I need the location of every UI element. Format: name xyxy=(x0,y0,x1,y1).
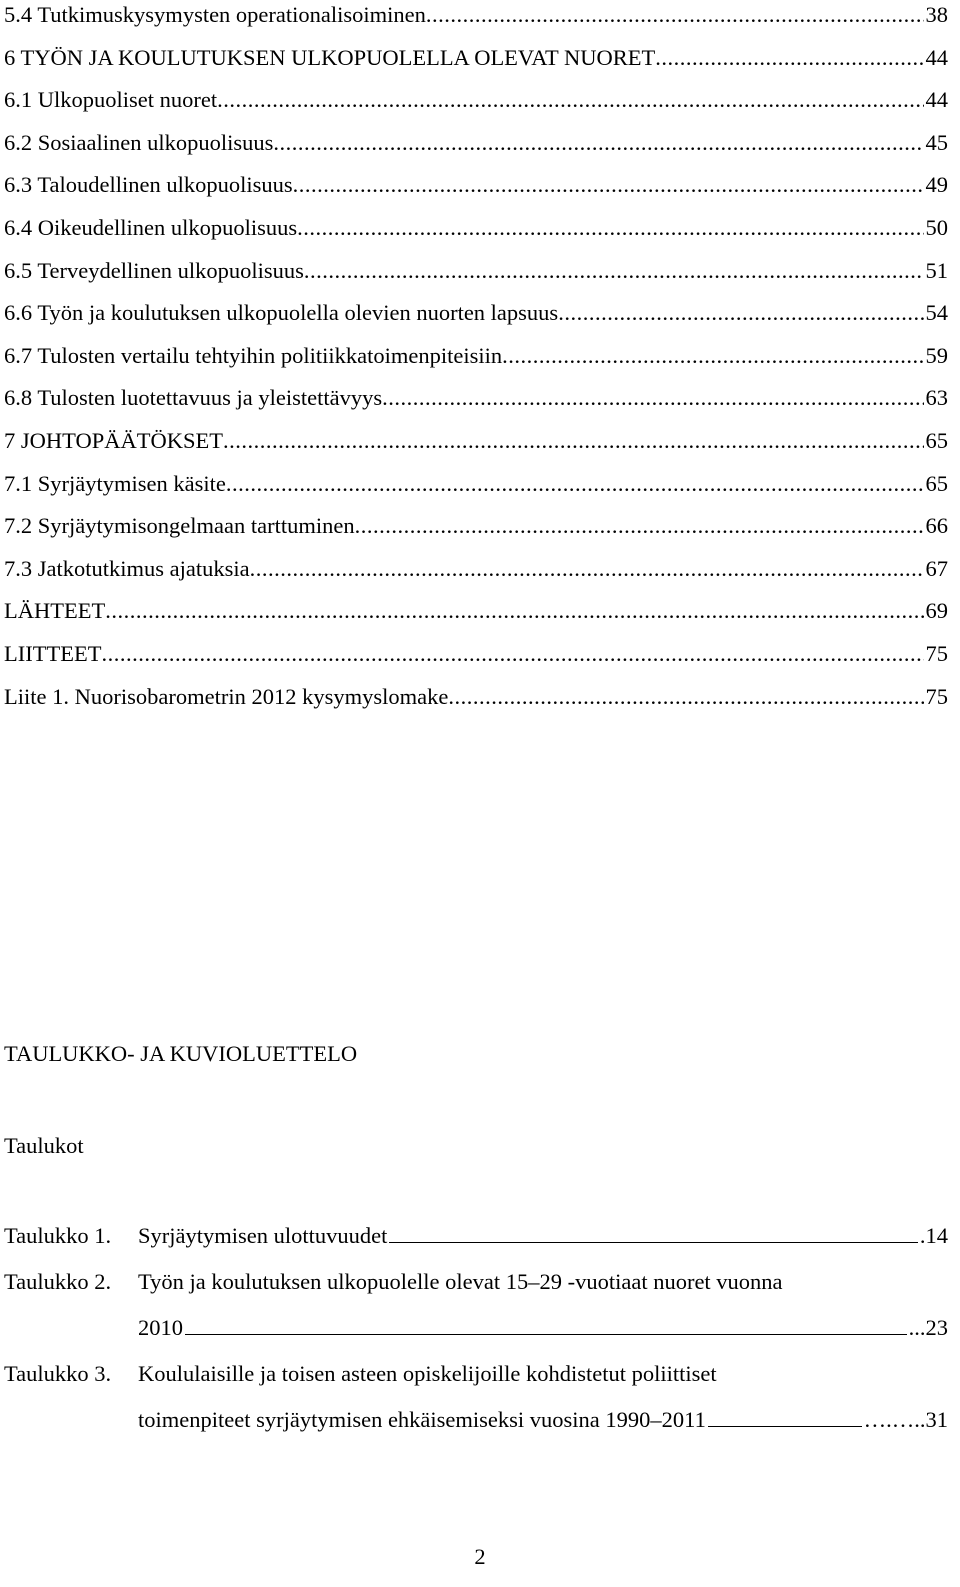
toc-entry-page: 65 xyxy=(925,470,948,496)
table-list-entry[interactable] xyxy=(4,1359,948,1451)
toc-dot-leader xyxy=(226,469,924,499)
table-entry-leader-dots: ….….. xyxy=(863,1407,926,1432)
toc-entry[interactable] xyxy=(4,341,948,371)
toc-entry-title: 6.8 Tulosten luotettavuus ja yleistettävyys xyxy=(4,385,383,411)
toc-entry-page: 75 xyxy=(925,641,948,666)
toc-entry-title: 7.2 Syrjäytymisongelmaan tarttuminen xyxy=(4,513,355,539)
toc-entry-title: 6.6 Työn ja koulutuksen ulkopuolella olevien nuorten lapsuus xyxy=(4,300,559,326)
toc-entry[interactable] xyxy=(4,298,948,328)
table-entry-leader-dots: . xyxy=(919,1223,926,1248)
toc-entry[interactable] xyxy=(4,469,948,499)
table-list-entry[interactable] xyxy=(4,1221,948,1267)
toc-dot-leader xyxy=(426,0,924,30)
table-entry-leader xyxy=(389,1242,918,1243)
toc-dot-leader xyxy=(304,256,924,286)
toc-entry-title: 5.4 Tutkimuskysymysten operationalisoiminen xyxy=(4,2,426,27)
toc-entry[interactable] xyxy=(4,383,948,413)
table-entry-title: Syrjäytymisen ulottuvuudet xyxy=(138,1223,388,1248)
toc-dot-leader xyxy=(101,639,923,669)
table-entry-line xyxy=(138,1405,948,1435)
toc-entry-title: 6.5 Terveydellinen ulkopuolisuus xyxy=(4,257,304,283)
toc-entry-page: 67 xyxy=(925,555,948,581)
toc-entry[interactable] xyxy=(4,426,948,456)
toc-entry-page: 51 xyxy=(925,257,948,283)
toc-entry[interactable] xyxy=(4,213,948,243)
toc-dot-leader xyxy=(273,128,923,158)
toc-dot-leader xyxy=(297,213,923,243)
toc-entry-page: 50 xyxy=(925,215,948,240)
table-entry-leader xyxy=(708,1426,862,1427)
table-entry-page: 31 xyxy=(925,1407,948,1432)
toc-entry-page: 63 xyxy=(925,385,948,411)
table-entry-page: 14 xyxy=(925,1223,948,1248)
toc-entry[interactable] xyxy=(4,0,948,30)
table-entry-label: Taulukko 2. xyxy=(4,1269,112,1294)
toc-dot-leader xyxy=(293,170,924,200)
toc-entry-page: 75 xyxy=(925,683,948,709)
toc-entry-page: 45 xyxy=(925,129,948,155)
toc-entry[interactable] xyxy=(4,43,948,73)
toc-entry[interactable] xyxy=(4,682,948,712)
toc-dot-leader xyxy=(382,383,923,413)
toc-entry-title: 7 JOHTOPÄÄTÖKSET xyxy=(4,428,223,453)
toc-entry-page: 44 xyxy=(925,87,948,113)
toc-entry-title: 6 TYÖN JA KOULUTUKSEN ULKOPUOLELLA OLEVAT NUORET xyxy=(4,44,656,70)
toc-entry-title: LÄHTEET xyxy=(4,598,106,624)
toc-entry-title: 6.1 Ulkopuoliset nuoret xyxy=(4,87,218,113)
table-entry-label: Taulukko 1. xyxy=(4,1223,112,1248)
table-entry-line xyxy=(138,1359,948,1389)
toc-entry[interactable] xyxy=(4,85,948,115)
table-entry-page: 23 xyxy=(925,1315,948,1340)
toc-entry-page: 38 xyxy=(925,2,948,27)
toc-entry-title: 7.1 Syrjäytymisen käsite xyxy=(4,470,226,496)
table-entry-leader-dots: ... xyxy=(908,1315,926,1340)
toc-entry-page: 54 xyxy=(925,300,948,326)
toc-dot-leader xyxy=(105,596,923,626)
toc-dot-leader xyxy=(223,426,924,456)
table-entry-title: Koululaisille ja toisen asteen opiskelijoille kohdistetut poliittiset xyxy=(138,1361,717,1386)
toc-entry[interactable] xyxy=(4,128,948,158)
table-entry-title: toimenpiteet syrjäytymisen ehkäisemiseksi vuosina 1990–2011 xyxy=(138,1407,706,1432)
table-entry-title: Työn ja koulutuksen ulkopuolelle olevat 15–29 -vuotiaat nuoret vuonna xyxy=(138,1269,783,1294)
toc-entry-title: LIITTEET xyxy=(4,641,102,666)
toc-dot-leader xyxy=(217,85,923,115)
table-entry-line xyxy=(138,1221,948,1251)
toc-entry-title: 6.2 Sosiaalinen ulkopuolisuus xyxy=(4,129,274,155)
page-number: 2 xyxy=(474,1544,486,1569)
toc-entry[interactable] xyxy=(4,511,948,541)
toc-dot-leader xyxy=(558,298,923,328)
table-list-entry[interactable] xyxy=(4,1267,948,1359)
table-entry-line xyxy=(138,1313,948,1343)
toc-entry[interactable] xyxy=(4,596,948,626)
toc-entry-title: 6.4 Oikeudellinen ulkopuolisuus xyxy=(4,215,298,240)
toc-entry[interactable] xyxy=(4,170,948,200)
toc-entry-title: 6.3 Taloudellinen ulkopuolisuus xyxy=(4,172,293,198)
table-entry-line xyxy=(138,1267,948,1297)
toc-entry-page: 44 xyxy=(925,44,948,70)
table-entry-label: Taulukko 3. xyxy=(4,1361,112,1386)
toc-dot-leader xyxy=(355,511,924,541)
tables-heading: Taulukot xyxy=(4,1133,84,1158)
toc-entry-page: 59 xyxy=(925,342,948,368)
toc-entry[interactable] xyxy=(4,639,948,669)
toc-entry-page: 49 xyxy=(925,172,948,198)
toc-entry[interactable] xyxy=(4,256,948,286)
toc-dot-leader xyxy=(448,682,923,712)
toc-entry-page: 65 xyxy=(925,428,948,453)
list-heading: TAULUKKO- JA KUVIOLUETTELO xyxy=(4,1041,358,1066)
toc-entry[interactable] xyxy=(4,554,948,584)
table-entry-leader xyxy=(185,1334,907,1335)
toc-entry-page: 69 xyxy=(925,598,948,624)
toc-dot-leader xyxy=(655,43,923,73)
toc-entry-title: Liite 1. Nuorisobarometrin 2012 kysymyslomake xyxy=(4,683,449,709)
toc-dot-leader xyxy=(250,554,924,584)
toc-entry-title: 6.7 Tulosten vertailu tehtyihin politiikkatoimenpiteisiin xyxy=(4,342,503,368)
toc-entry-title: 7.3 Jatkotutkimus ajatuksia xyxy=(4,555,250,581)
toc-dot-leader xyxy=(502,341,923,371)
table-entry-title: 2010 xyxy=(138,1315,183,1340)
toc-entry-page: 66 xyxy=(925,513,948,539)
